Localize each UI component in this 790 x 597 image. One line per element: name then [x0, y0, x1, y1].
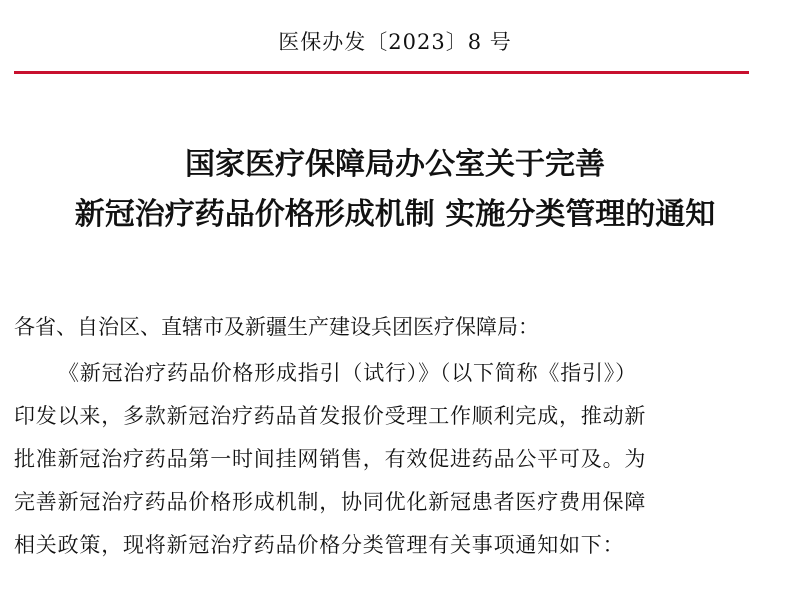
- body-line-5: 相关政策，现将新冠治疗药品价格分类管理有关事项通知如下：: [14, 533, 625, 557]
- document-title: [0, 140, 790, 240]
- salutation: 各省、自治区、直辖市及新疆生产建设兵团医疗保障局：: [14, 315, 539, 339]
- body-line-1: 《新冠治疗药品价格形成指引（试行）》（以下简称《指引》）: [58, 361, 637, 385]
- body-line-2: 印发以来，多款新冠治疗药品首发报价受理工作顺利完成，推动新: [14, 404, 647, 428]
- title-line-2: 新冠治疗药品价格形成机制 实施分类管理的通知: [74, 197, 716, 232]
- body-line-4: 完善新冠治疗药品价格形成机制，协同优化新冠患者医疗费用保障: [14, 490, 647, 514]
- title-line-1: 国家医疗保障局办公室关于完善: [185, 147, 605, 182]
- body-paragraph: [14, 358, 754, 573]
- red-header-rule: [14, 71, 749, 74]
- body-line-3: 批准新冠治疗药品第一时间挂网销售，有效促进药品公平可及。为: [14, 447, 647, 471]
- document-number: 医保办发〔2023〕8 号: [278, 30, 512, 54]
